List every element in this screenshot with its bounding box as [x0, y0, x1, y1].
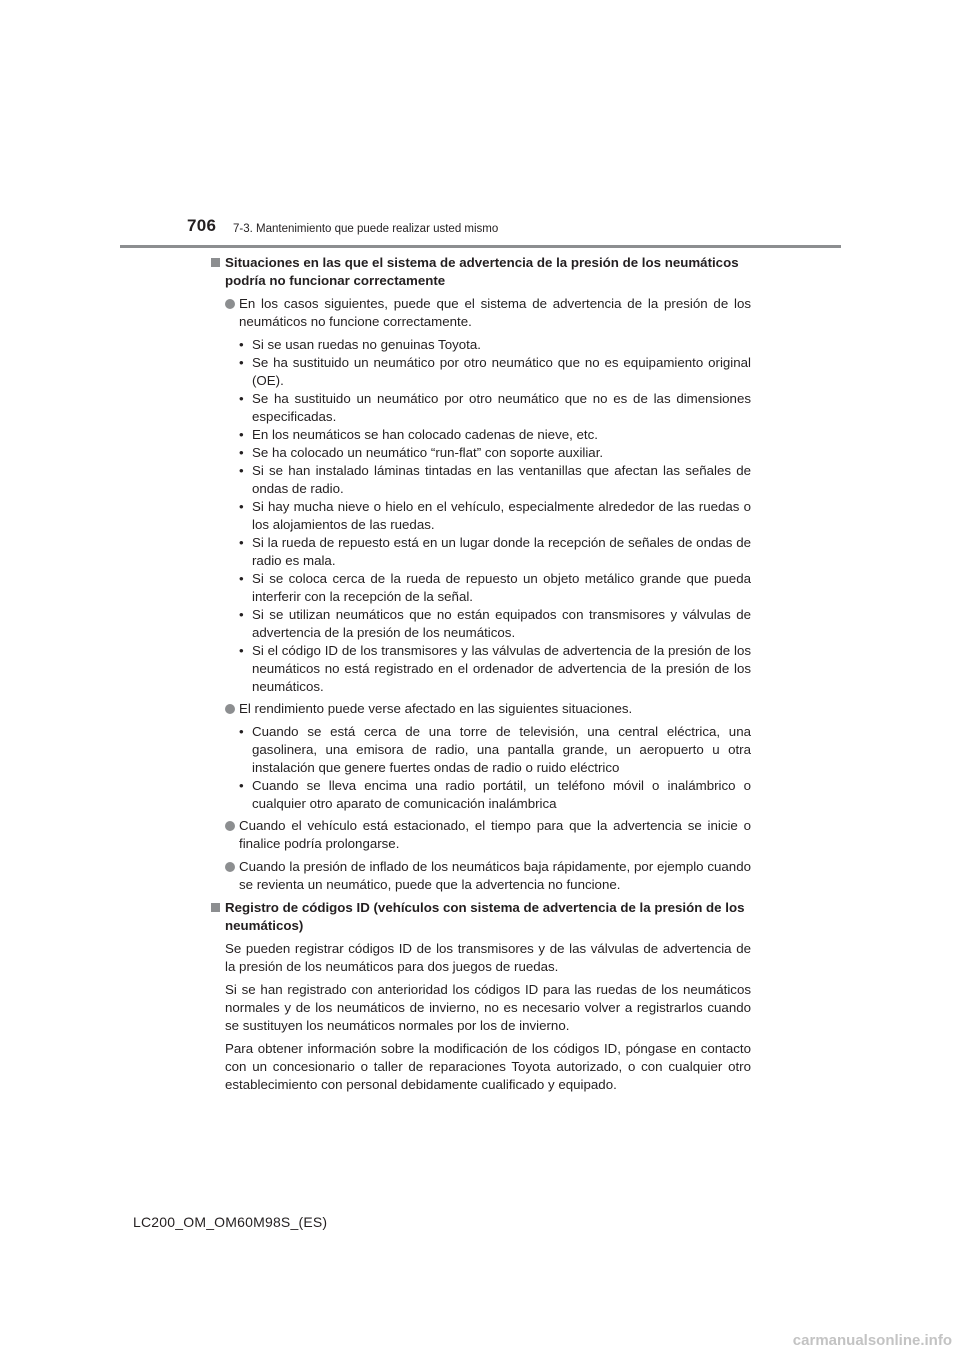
section1-item2-text: El rendimiento puede verse afectado en las siguientes situaciones. [239, 701, 633, 716]
list-item: • Si el código ID de los transmisores y las válvulas de advertencia de la presión de los neumáticos no está registrado en el ordenador de advertencia de la presión de los neumáticos. [239, 642, 751, 696]
section1-item3-text: Cuando el vehículo está estacionado, el tiempo para que la advertencia se inicie o finalice podría prolongarse. [239, 818, 751, 851]
circle-bullet-icon [225, 821, 235, 831]
page-number: 706 [187, 216, 217, 235]
list-item: • Si se han instalado láminas tintadas en las ventanillas que afectan las señales de ondas de radio. [239, 462, 751, 498]
section1-heading-text: Situaciones en las que el sistema de advertencia de la presión de los neumáticos podría no funcionar correctamente [225, 255, 739, 288]
list-item: • Si se utilizan neumáticos que no están equipados con transmisores y válvulas de advertencia de la presión de los neumáticos. [239, 606, 751, 642]
section1-item3 [211, 817, 751, 853]
list-item: • Se ha sustituido un neumático por otro neumático que no es de las dimensiones especificadas. [239, 390, 751, 426]
section-title: 7-3. Mantenimiento que puede realizar usted mismo [233, 223, 499, 235]
watermark: carmanualsonline.info [792, 1332, 952, 1349]
list-item: • Si la rueda de repuesto está en un lugar donde la recepción de señales de ondas de radio es mala. [239, 534, 751, 570]
section2-heading-text: Registro de códigos ID (vehículos con sistema de advertencia de la presión de los neumáticos) [225, 900, 745, 933]
square-bullet-icon [211, 903, 220, 912]
list-item: • Si se coloca cerca de la rueda de repuesto un objeto metálico grande que pueda interferir con la recepción de la señal. [239, 570, 751, 606]
list-item: • Se ha sustituido un neumático por otro neumático que no es equipamiento original (OE). [239, 354, 751, 390]
section1-item1-bullet-list [211, 336, 751, 696]
list-item: • Si hay mucha nieve o hielo en el vehículo, especialmente alrededor de las ruedas o los alojamientos de las ruedas. [239, 498, 751, 534]
section1-item2-bullet-list [211, 723, 751, 813]
section1-item4-text: Cuando la presión de inflado de los neumáticos baja rápidamente, por ejemplo cuando se revienta un neumático, puede que la advertencia no funcione. [239, 859, 751, 892]
circle-bullet-icon [225, 704, 235, 714]
square-bullet-icon [211, 258, 220, 267]
section2-heading [211, 899, 751, 935]
header-divider [120, 245, 841, 248]
circle-bullet-icon [225, 862, 235, 872]
list-item: • Cuando se está cerca de una torre de televisión, una central eléctrica, una gasolinera, una emisora de radio, una pantalla grande, un aeropuerto u otra instalación que genere fuertes ondas de radio o ruido eléctrico [239, 723, 751, 777]
section1-item1-text: En los casos siguientes, puede que el sistema de advertencia de la presión de los neumáticos no funcione correctamente. [239, 296, 751, 329]
section1-heading [211, 254, 751, 290]
list-item: • Se ha colocado un neumático “run-flat” con soporte auxiliar. [239, 444, 751, 462]
circle-bullet-icon [225, 299, 235, 309]
list-item: • Cuando se lleva encima una radio portátil, un teléfono móvil o inalámbrico o cualquier otro aparato de comunicación inalámbrica [239, 777, 751, 813]
list-item: • En los neumáticos se han colocado cadenas de nieve, etc. [239, 426, 751, 444]
section2-paragraph: Si se han registrado con anterioridad los códigos ID para las ruedas de los neumáticos normales y de los neumáticos de invierno, no es necesario volver a registrarlos cuando se sustituyen los neumáticos normales por los de invierno. [225, 982, 751, 1033]
page-content [211, 254, 751, 1099]
section1-item1 [211, 295, 751, 331]
section1-item2 [211, 700, 751, 718]
footer-document-code: LC200_OM_OM60M98S_(ES) [133, 1214, 328, 1230]
section1-item4 [211, 858, 751, 894]
section2-paragraph: Para obtener información sobre la modificación de los códigos ID, póngase en contacto con un concesionario o taller de reparaciones Toyota autorizado, o con cualquier otro establecimiento con personal debidamente cualificado y equipado. [225, 1041, 751, 1092]
list-item: • Si se usan ruedas no genuinas Toyota. [239, 336, 751, 354]
section2-paragraph: Se pueden registrar códigos ID de los transmisores y de las válvulas de advertencia de la presión de los neumáticos para dos juegos de ruedas. [225, 941, 751, 974]
